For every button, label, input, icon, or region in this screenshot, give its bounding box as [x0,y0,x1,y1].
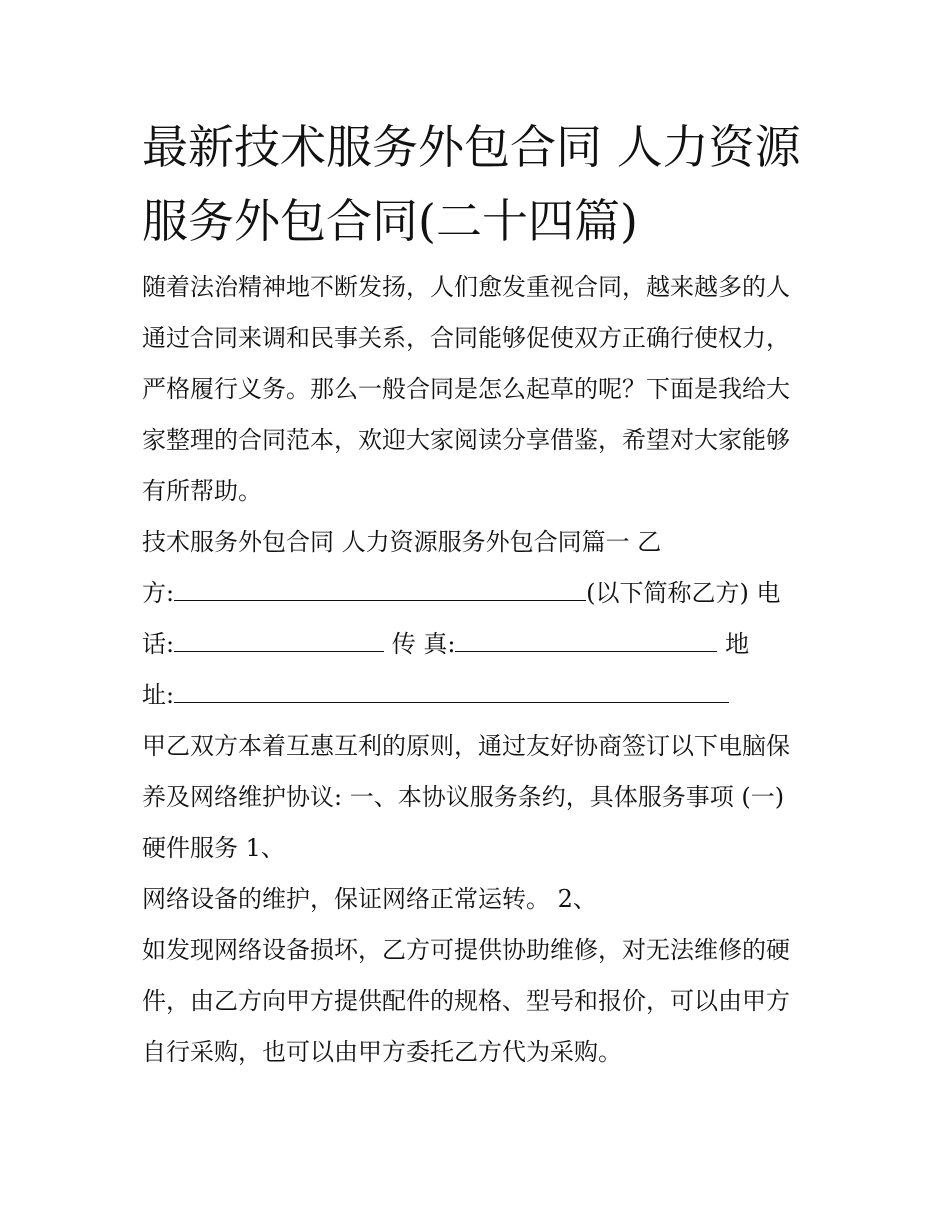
form-party-line [142,568,812,619]
party-prefix: 方: [142,579,175,607]
address-blank [174,680,729,703]
document-title: 最新技术服务外包合同 人力资源服务外包合同(二十四篇) [142,120,801,248]
intro-paragraph: 随着法治精神地不断发扬，人们愈发重视合同，越来越多的人通过合同来调和民事关系，合同能够促使双方正确行使权力，严格履行义务。那么一般合同是怎么起草的呢？下面是我给大家整理的合同范本，欢迎大家阅读分享借鉴，希望对大家能够有所帮助。 [142,273,790,505]
form-phone-line [142,619,812,670]
party-suffix: (以下简称乙方) 电 [586,579,781,607]
body-paragraph: 如发现网络设备损坏，乙方可提供协助维修，对无法维修的硬件，由乙方向甲方提供配件的规格、型号和报价，可以由甲方自行采购，也可以由甲方委托乙方代为采购。 [142,936,790,1066]
fax-label: 传 真: [384,630,456,658]
phone-prefix: 话: [142,630,175,658]
address-lead: 地 [717,630,750,658]
phone-blank [174,629,384,652]
party-name-blank [174,578,586,601]
body-paragraph: 甲乙双方本着互惠互利的原则，通过友好协商签订以下电脑保养及网络维护协议: 一、本协议服务条约，具体服务事项 (一) 硬件服务 1、 [142,732,790,862]
address-prefix: 址: [142,681,175,709]
fax-blank [455,629,717,652]
document-page [142,110,812,1078]
form-address-line [142,670,812,721]
section-heading: 技术服务外包合同 人力资源服务外包合同篇一 乙 [142,528,662,556]
body-paragraph: 网络设备的维护，保证网络正常运转。 2、 [142,885,597,913]
